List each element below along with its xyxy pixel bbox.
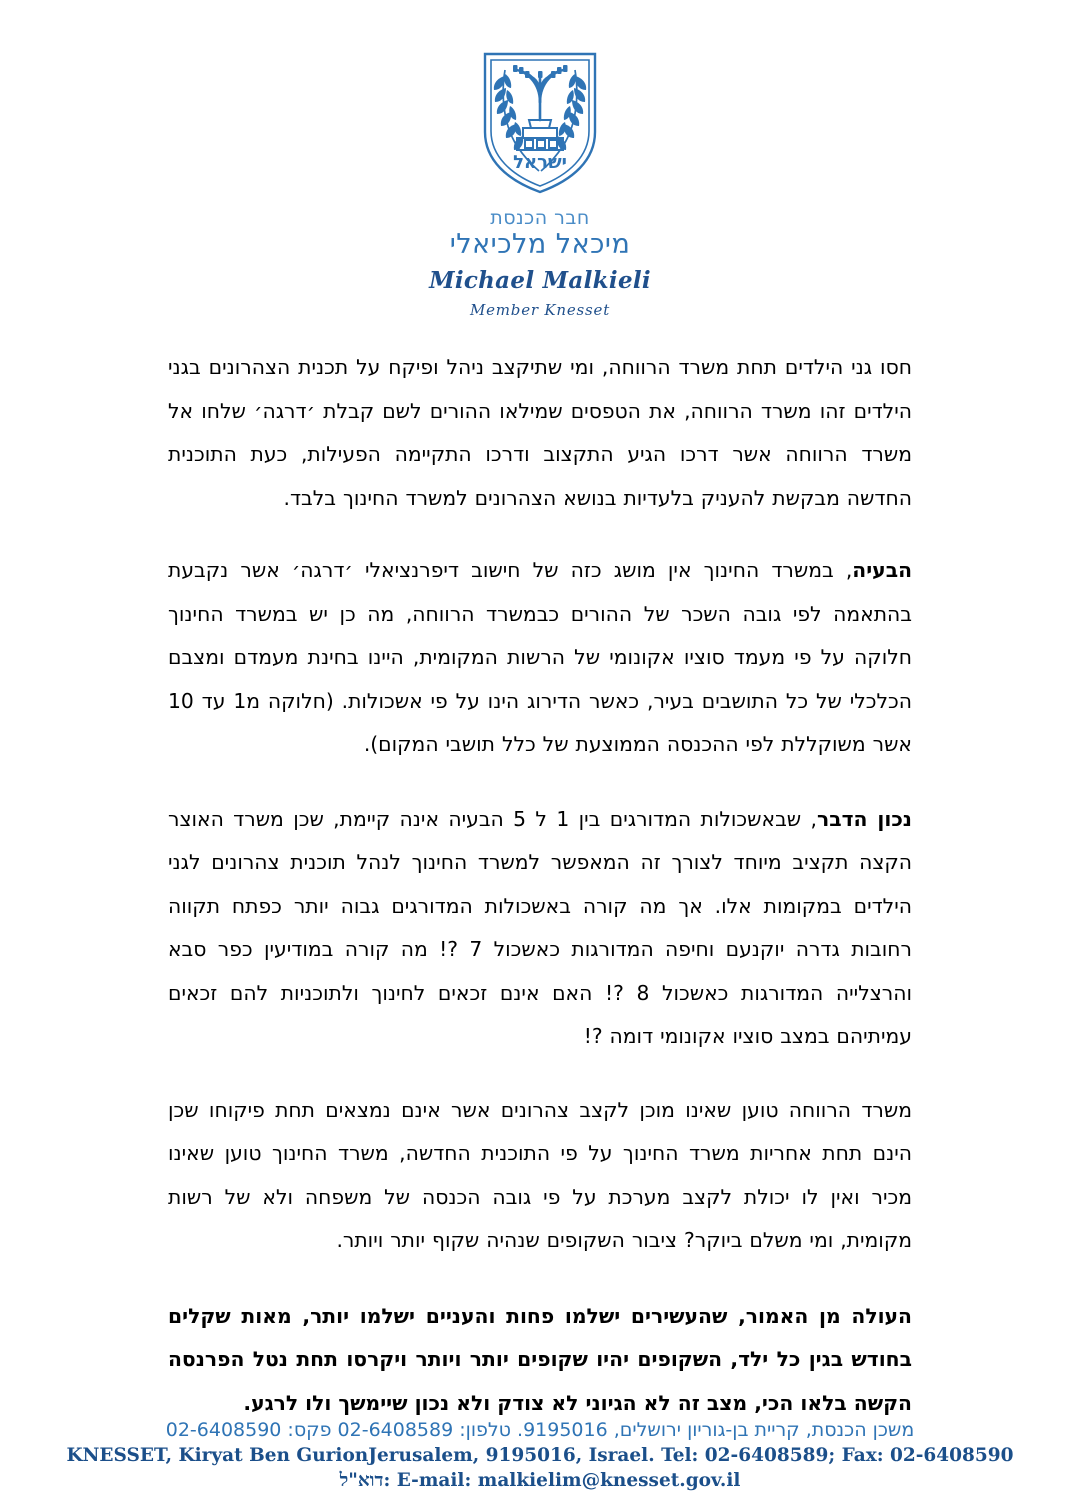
- letterhead-name-en: Michael Malkieli: [429, 266, 651, 294]
- footer-email-line: [0, 1468, 1080, 1494]
- emblem-caption-text: ישראל: [513, 152, 567, 173]
- paragraph-3-text: , שבאשכולות המדורגים בין 1 ל 5 הבעיה אינה קיימת, שכן משרד האוצר הקצה תקציב מיוחד לצורך זה המאפשר למשרד החינוך לנהל תוכנית צהרונים לגני הילדים במקומות אלו. אך מה קורה באשכולות המדורגים גבוה יותר כפתח תקווה רחובות גדרה יוקנעם וחיפה המדורגות כאשכול 7 ?! מה קורה במודיעין כפר סבא והרצלייה המדורגות כאשכול 8 ?! האם אינם זכאים לחינוך ולתוכניות להם זכאים עמיתיהם במצב סוציו אקונומי דומה ?!: [168, 806, 913, 1048]
- body-paragraph-3: [168, 798, 912, 1059]
- footer-email-address[interactable]: malkielim@knesset.gov.il: [477, 1470, 741, 1491]
- body-paragraph-4: [168, 1089, 912, 1263]
- israel-state-emblem-icon: [477, 46, 603, 198]
- paragraph-2-lead: הבעיה: [852, 558, 912, 582]
- letterhead: [0, 0, 1080, 319]
- footer-email-label-en: E-mail: [396, 1470, 465, 1491]
- letter-footer: [0, 1418, 1080, 1494]
- letter-body: [168, 346, 912, 1425]
- footer-email-separator: :: [464, 1470, 478, 1491]
- body-paragraph-1: [168, 346, 912, 520]
- body-paragraph-2: [168, 549, 912, 767]
- footer-address-he: משכן הכנסת, קריית בן-גוריון ירושלים, 9195016. טלפון: 02-6408589 פקס: 02-6408590: [165, 1419, 915, 1441]
- footer-email-spacer: :: [383, 1470, 397, 1491]
- letterhead-name-he: מיכאל מלכיאלי: [449, 229, 631, 261]
- paragraph-2-text: , במשרד החינוך אין מושג כזה של חישוב דיפרנציאלי ׳דרגה׳ אשר נקבעת בהתאמה לפי גובה השכר של ההורים כבמשרד הרווחה, מה כן יש במשרד החינוך חלוקה על פי מעמד סוציו אקונומי של הרשות המקומית, היינו בחינת מעמדם ומצבם הכלכלי של כל התושבים בעיר, כאשר הדירוג הינו על פי אשכולות. (חלוקה מ1 עד 10 אשר משוקללת לפי ההכנסה הממוצעת של כלל תושבי המקום).: [168, 558, 913, 756]
- body-closing-paragraph: העולה מן האמור, שהעשירים ישלמו פחות והעניים ישלמו יותר, מאות שקלים בחודש בגין כל ילד, השקופים יהיו שקופים יותר ויותר ויקרסו תחת נטל הפרנסה הקשה בלאו הכי, מצב זה לא הגיוני לא צודק ולא נכון שיימשך ולו לרגע.: [168, 1303, 912, 1415]
- paragraph-1-text: חסו גני הילדים תחת משרד הרווחה, ומי שתיקצב ניהל ופיקח על תכנית הצהרונים בגני הילדים זהו משרד הרווחה, את הטפסים שמילאו ההורים לשם קבלת ׳דרגה׳ שלחו אל משרד הרווחה אשר דרכו הגיע התקצוב ודרכו התקיימה הפעילות, כעת התוכנית החדשה מבקשת להעניק בלעדיות בנושא הצהרונים למשרד החינוך בלבד.: [168, 355, 912, 510]
- footer-email-label-he: דוא"ל: [339, 1470, 384, 1491]
- paragraph-4-text: משרד הרווחה טוען שאינו מוכן לקצב צהרונים אשר אינם נמצאים תחת פיקוחו שכן הינם תחת אחריות משרד החינוך על פי התוכנית החדשה, משרד החינוך טוען שאינו מכיר ואין לו יכולת לקצב מערכת על פי גובה הכנסה של משפחה ולא של רשות מקומית, ומי משלם ביוקר? ציבור השקופים שנהיה שקוף יותר ויותר.: [168, 1097, 912, 1252]
- letterhead-role-he: חבר הכנסת: [490, 207, 590, 229]
- letterhead-title-en: Member Knesset: [469, 301, 611, 320]
- paragraph-3-lead: נכון הדבר: [816, 806, 912, 831]
- footer-address-en: KNESSET, Kiryat Ben GurionJerusalem, 9195016, Israel. Tel: 02-6408589; Fax: 02-6408590: [66, 1445, 1014, 1466]
